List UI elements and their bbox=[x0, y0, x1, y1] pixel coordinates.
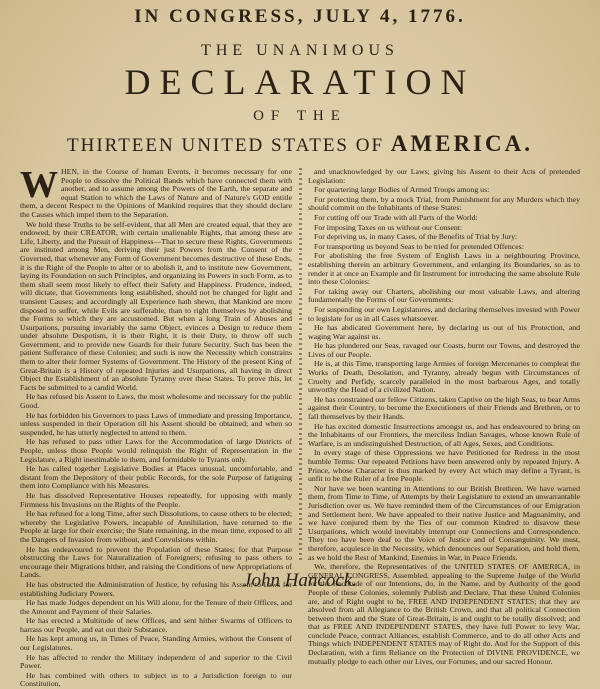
left-paragraph: He has made Judges dependent on his Will alone, for the Tenure of their Offices, and the Amount and Payment of their Salaries. bbox=[20, 598, 292, 616]
right-paragraph: He has excited domestic Insurrections amongst us, and has endeavoured to bring on the Inhabitants of our Frontiers, the merciless Indian Savages, whose known Rule of Warfare, is an undistinguished Destruction, of all Ages, Sexes, and Conditions. bbox=[308, 421, 580, 448]
right-paragraph: For depriving us, in many Cases, of the Benefits of Trial by Jury: bbox=[314, 232, 518, 242]
column-divider bbox=[299, 168, 302, 560]
left-paragraph: He has affected to render the Military independent of and superior to the Civil Power. bbox=[20, 652, 292, 671]
left-paragraph: He has erected a Multitude of new Offices, and sent hither Swarms of Officers to harrass our People, and eat out their Substance. bbox=[20, 616, 292, 634]
right-paragraph: For suspending our own Legislatures, and declaring themselves invested with Power to legislate for us in all Cases whatsoever. bbox=[308, 304, 580, 323]
left-paragraph: He has refused to pass other Laws for the Accommodation of large Districts of People, unless those People would relinquish the Right of Representation in the Legislature, a Right inestimable to them, and formidable to Tyrants only. bbox=[20, 437, 292, 464]
left-paragraph: He has kept among us, in Times of Peace, Standing Armies, without the Consent of our Legislatures. bbox=[20, 634, 292, 653]
right-paragraph: In every stage of these Oppressions we have Petitioned for Redress in the most humble Terms: Our repeated Petitions have been answered only by repeated Injury. A Prince, whose Character is thus marked by every Act which may define a Tyrant, is unfit to be the Ruler of a free People. bbox=[308, 448, 580, 484]
right-paragraph: For protecting them, by a mock Trial, from Punishment for any Murders which they should commit on the Inhabitants of these States: bbox=[308, 194, 580, 213]
header-date-line: IN CONGRESS, JULY 4, 1776. bbox=[134, 6, 466, 27]
right-paragraph: For transporting us beyond Seas to be tried for pretended Offences: bbox=[314, 241, 524, 251]
left-paragraph: He has dissolved Representative Houses repeatedly, for opposing with manly Firmness his Invasions on the Rights of the People. bbox=[20, 490, 292, 509]
signature: John Hancock. bbox=[243, 570, 357, 591]
right-paragraph: He has plundered our Seas, ravaged our Coasts, burnt our Towns, and destroyed the Lives of our People. bbox=[308, 341, 580, 359]
left-paragraph: We hold these Truths to be self-evident, that all Men are created equal, that they are endowed, by their CREATOR, with certain unalienable Rights, that among these are Life, Liberty, and the Pursuit of Happiness—That to secure these Rights, Governments are instituted among Men, deriving their just Powers from the Consent of the Governed, that whenever any Form of Government becomes destructive of these Ends, it is the Right of the People to alter or to abolish it, and to institute new Government, laying its Foundation on such Principles, and organizing its Powers in such Form, as to them shall seem most likely to effect their Safety and Happiness. Prudence, indeed, will dictate, that Governments long established, should not be changed for light and transient Causes; and accordingly all Experience hath shewn, that Mankind are more disposed to suffer, while Evils are sufferable, than to right themselves by abolishing the Forms to which they are accustomed. But when a long Train of Abuses and Usurpations, pursuing invariably the same Object, evinces a Design to reduce them under absolute Despotism, it is their Right, it is their Duty, to throw off such Government, and to provide new Guards for their future Security. Such has been the patient Sufferance of these Colonies; and such is now the Necessity which constrains them to alter their former Systems of Government. The History of the present King of Great-Britain is a History of repeated Injuries and Usurpations, all having in direct Object the Establishment of an absolute Tyranny over these States. To prove this, let Facts be submitted to a candid World. bbox=[20, 219, 292, 392]
right-paragraph: He has constrained our fellow Citizens, taken Captive on the high Seas, to bear Arms against their Country, to become the Executioners of their Friends and Brethren, or to fall themselves by their Hands. bbox=[308, 394, 580, 422]
left-paragraph: HEN, in the Course of human Events, it becomes necessary for one People to dissolve the Political Bands which have connected them with another, and to assume among the Powers of the Earth, the separate and equal Station to which the Laws of Nature and of Nature's GOD entitle them, a decent Respect to the Opinions of Mankind requires that they should declare the Causes which impel them to the Separation. bbox=[20, 167, 292, 219]
left-paragraph: He has refused for a long Time, after such Dissolutions, to cause others to be elected; whereby the Legislative Powers, incapable of Annihilation, have returned to the People at large for their exercise; the State remaining, in the mean time, exposed to all the Dangers of Invasion from without, and Convulsions within. bbox=[20, 509, 292, 544]
left-paragraph: He has forbidden his Governors to pass Laws of immediate and pressing Importance, unless suspended in their Operation till his Assent should be obtained; and when so suspended, he has utterly neglected to attend to them. bbox=[20, 410, 292, 437]
right-paragraph: We, therefore, the Representatives of the UNITED STATES OF AMERICA, in GENERAL CONGRESS, Assembled, appealing to the Supreme Judge of the World for the Rectitude of our Intentions, do, in the Name, and by Authority of the good People of these Colonies, solemnly Publish and Declare, That these United Colonies are, and of Right ought to be, FREE AND INDEPENDENT STATES; that they are absolved from all Allegiance to the British Crown, and that all political Connection between them and the State of Great-Britain, is and ought to be totally dissolved; and that as FREE AND INDEPENDENT STATES, they have full Power to levy War, conclude Peace, contract Alliances, establish Commerce, and to do all other Acts and Things which INDEPENDENT STATES may of Right do. And for the Support of this Declaration, with a firm Reliance on the Protection of DIVINE PROVIDENCE, we mutually pledge to each other our Lives, our Fortunes, and our sacred Honour. bbox=[308, 562, 580, 666]
left-paragraph: He has obstructed the Administration of Justice, by refusing his Assent to Laws for establishing Judiciary Powers. bbox=[20, 579, 292, 598]
header-of-the: OF THE bbox=[253, 108, 347, 124]
left-paragraph: He has refused his Assent to Laws, the most wholesome and necessary for the public Good. bbox=[20, 392, 292, 411]
right-paragraph: For imposing Taxes on us without our Consent: bbox=[314, 222, 463, 232]
dropcap: W bbox=[20, 164, 58, 206]
left-paragraph: He has called together Legislative Bodies at Places unusual, uncomfortable, and distant from the Depository of their public Records, for the sole Purpose of fatiguing them into Compliance with his Measures. bbox=[20, 464, 292, 491]
header-states-line bbox=[22, 131, 578, 157]
right-paragraph: He is, at this Time, transporting large Armies of foreign Mercenaries to compleat the Works of Death, Desolation, and Tyranny, already begun with Circumstances of Cruelty and Perfidy, scarcely paralleled in the most barbarous Ages, and totally unworthy the Head of a civilized Nation. bbox=[308, 359, 580, 395]
header-america: AMERICA. bbox=[390, 131, 533, 156]
right-paragraph: and unacknowledged by our Laws; giving his Assent to their Acts of pretended Legislation: bbox=[308, 167, 580, 185]
right-paragraph: He has abdicated Government here, by declaring us out of his Protection, and waging War against us. bbox=[308, 323, 580, 341]
left-paragraph: He has combined with others to subject us to a Jurisdiction foreign to our Constitution, bbox=[20, 670, 292, 689]
header-declaration: DECLARATION bbox=[124, 62, 476, 102]
right-paragraph: For quartering large Bodies of Armed Troops among us: bbox=[314, 185, 490, 195]
right-paragraph: For cutting off our Trade with all Parts of the World: bbox=[314, 212, 478, 222]
header-unanimous: THE UNANIMOUS bbox=[201, 42, 399, 59]
right-paragraph: For taking away our Charters, abolishing our most valuable Laws, and altering fundamentally the Forms of our Governments: bbox=[308, 286, 580, 305]
header-states-text: THIRTEEN UNITED STATES OF bbox=[67, 135, 385, 156]
left-paragraph: He has endeavoured to prevent the Population of these States; for that Purpose obstructing the Laws for Naturalization of Foreigners; refusing to pass others to encourage their Migrations hither, and raising the Conditions of new Appropriations of Lands. bbox=[20, 544, 292, 580]
right-paragraph: For abolishing the free System of English Laws in a neighbouring Province, establishing therein an arbitrary Government, and enlarging its Boundaries, so as to render it at once an Example and fit Instrument for introducing the same absolute Rule into these Colonies: bbox=[308, 251, 580, 287]
right-paragraph: Nor have we been wanting in Attentions to our British Brethren. We have warned them, from Time to Time, of Attempts by their Legislature to extend an unwarrantable Jurisdiction over us. We have reminded them of the Circumstances of our Emigration and Settlement here. We have appealed to their native Justice and Magnanimity, and we have conjured them by the Ties of our common Kindred to disavow these Usurpations, which would inevitably interrupt our Connections and Correspondence. They too have been deaf to the Voice of Justice and of Consanguinity. We must, therefore, acquiesce in the Necessity, which denounces our Separation, and hold them, as we hold the Rest of Mankind, Enemies in War, in Peace Friends. bbox=[308, 483, 580, 562]
header bbox=[22, 6, 578, 157]
